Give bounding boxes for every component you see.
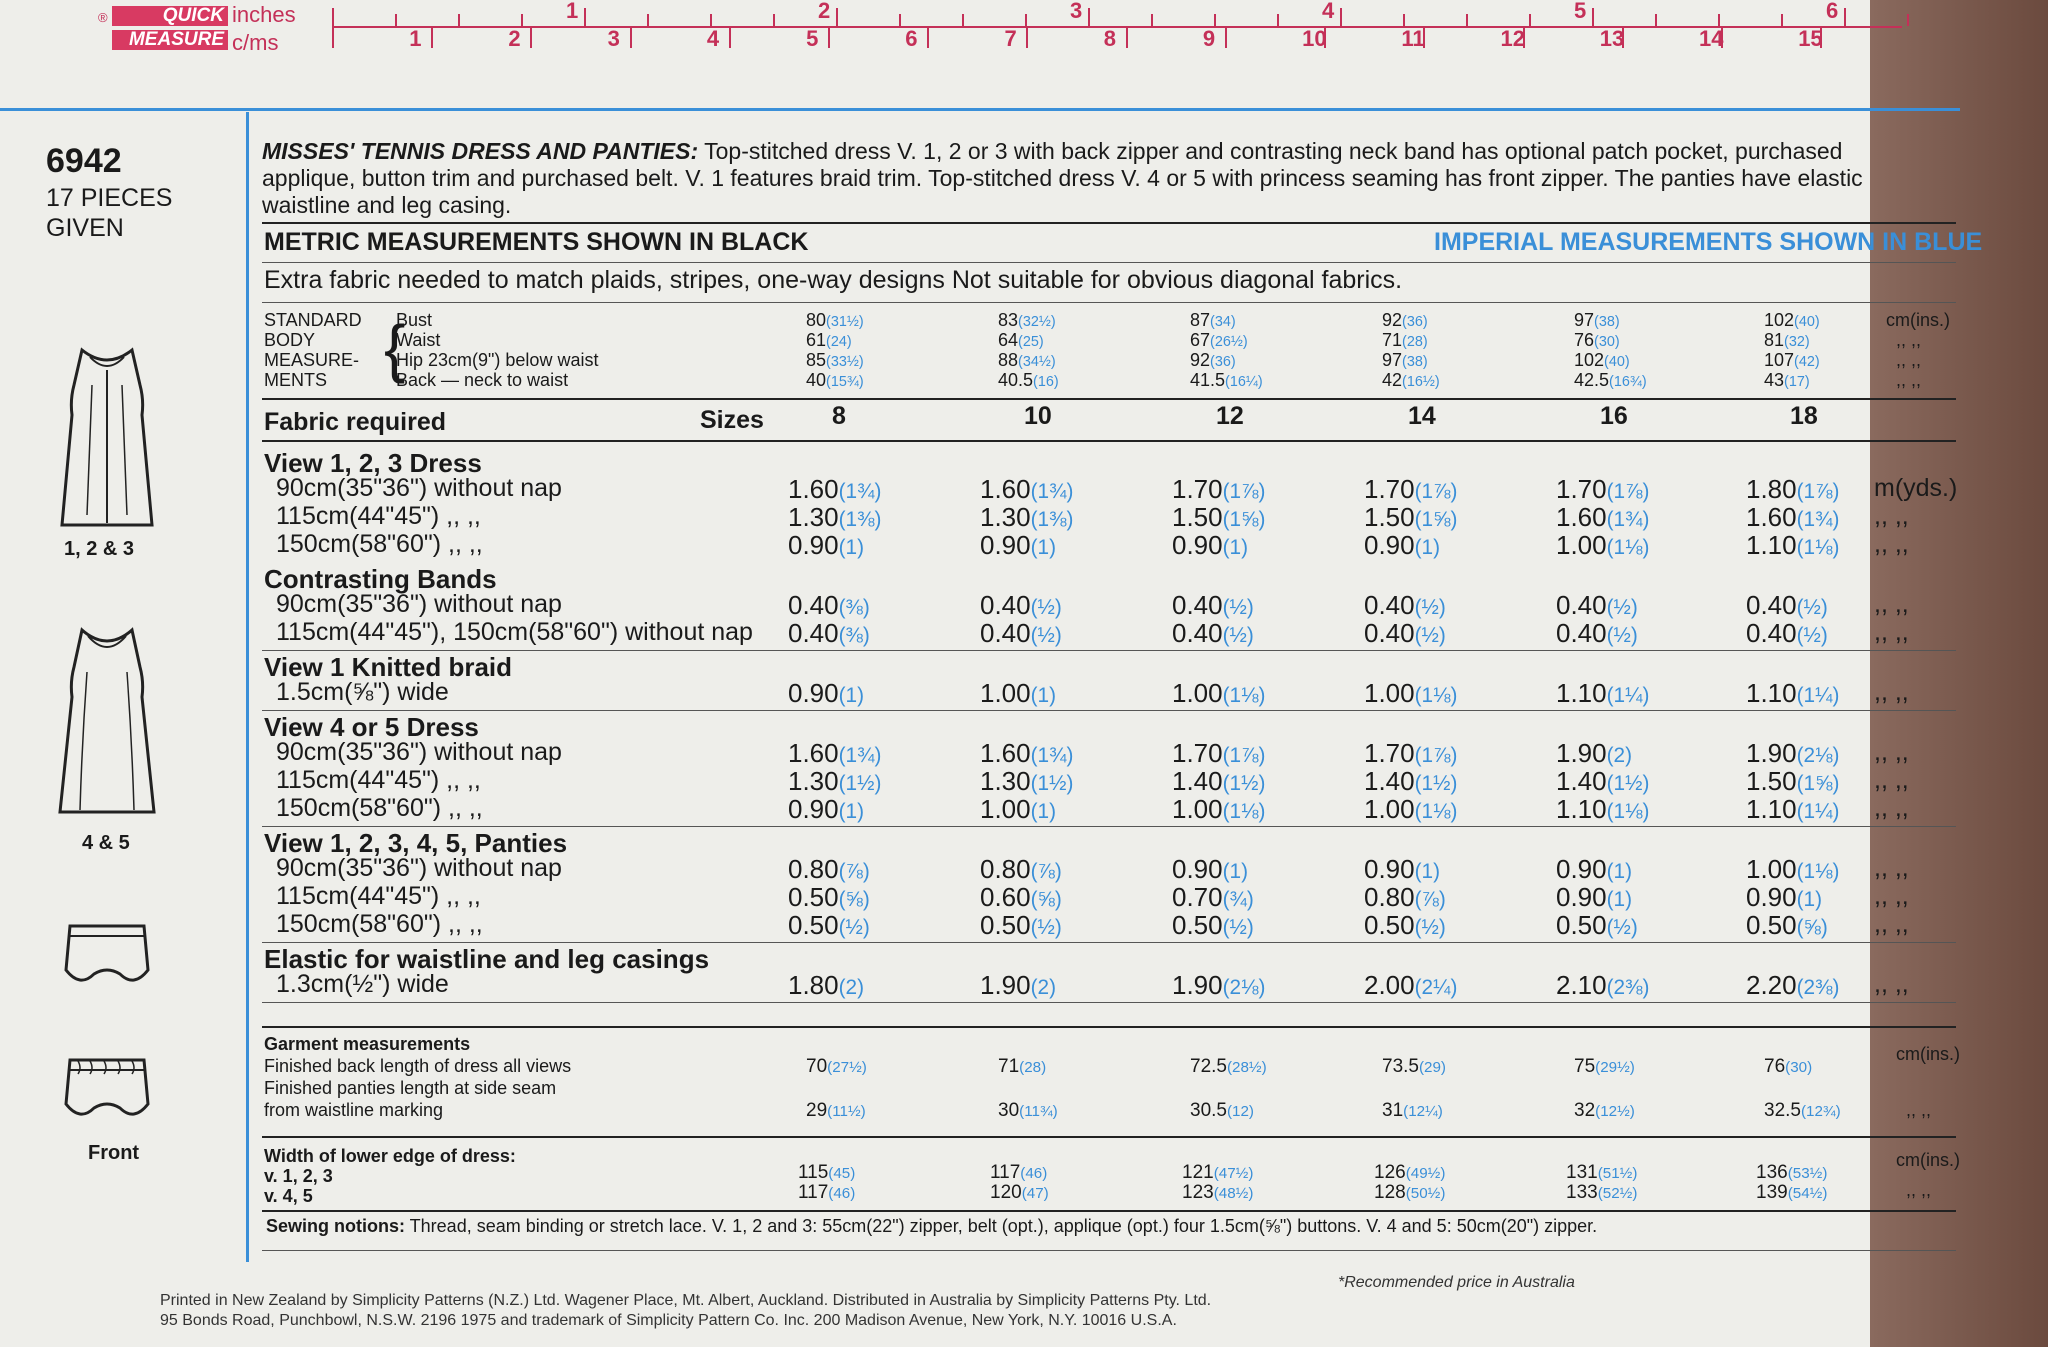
ruler-unit-cm: c/ms: [232, 30, 279, 55]
ruler-inch-tick: [1151, 14, 1153, 26]
fabric-value: 1.40(1½): [1172, 766, 1266, 796]
ruler-inch-label: 3: [1070, 0, 1083, 23]
fabric-row-label: 1.5cm(⅝") wide: [276, 678, 449, 706]
ruler-inch-label: 5: [1574, 0, 1587, 23]
fabric-value: 1.30(1⅜): [788, 502, 882, 532]
garment-value: 32(12½): [1574, 1100, 1635, 1121]
ruler-inch-tick: [1529, 14, 1531, 26]
garment-value: 72.5(28½): [1190, 1056, 1267, 1077]
fabric-value: 0.40(⅜): [788, 590, 870, 620]
fabric-value: 1.60(1¾): [788, 474, 882, 504]
extra-fabric-note: Extra fabric needed to match plaids, stripes, one-way designs Not suitable for obvious diagonal fabrics.: [264, 266, 1403, 294]
size-header: 18: [1790, 402, 1818, 430]
ruler-cm-label: 8: [1103, 26, 1116, 51]
fabric-value: 1.00(1): [980, 794, 1057, 824]
fabric-value: 0.90(1): [788, 530, 865, 560]
body-value: 85(33½): [806, 350, 864, 370]
view-label-45: 4 & 5: [82, 832, 130, 854]
ruler-cm-tick: [431, 28, 433, 48]
width-value: 133(52½): [1566, 1182, 1638, 1203]
fabric-value: 0.40(½): [1364, 618, 1446, 648]
description-text: Top-stitched dress V. 1, 2 or 3 with back zipper and contrasting neck band has optional patch pocket, purchased applique, button trim and purchased belt. V. 1 features braid trim. Top-stitched dress V. 4 or 5 with princess seaming has front zipper. The panties have elastic waistline and leg casing.: [262, 138, 1863, 218]
fabric-value: 0.90(1): [1364, 530, 1441, 560]
fabric-value: 0.70(¾): [1172, 882, 1254, 912]
fabric-value: 0.40(½): [980, 618, 1062, 648]
size-header: 10: [1024, 402, 1052, 430]
ruler-cm-tick: [1126, 28, 1128, 48]
fabric-value: 0.40(½): [980, 590, 1062, 620]
ruler-inch-label: 6: [1826, 0, 1839, 23]
body-value: 76(30): [1574, 330, 1620, 350]
fabric-section-title: View 4 or 5 Dress: [264, 712, 479, 742]
size-header: 8: [832, 402, 846, 430]
fabric-value: 1.80(2): [788, 970, 865, 1000]
ruler-cm-label: 2: [508, 26, 521, 51]
ruler-inch-tick: [773, 14, 775, 26]
ruler-inch-tick: [458, 14, 460, 26]
garment-ditto: ,, ,,: [1906, 1100, 1932, 1120]
ruler-inch-tick: [1655, 14, 1657, 26]
ruler-inch-tick: [1277, 14, 1279, 26]
garment-value: 71(28): [998, 1056, 1047, 1077]
fabric-value: 1.00(1⅛): [1364, 794, 1458, 824]
width-row-label: v. 1, 2, 3: [264, 1166, 333, 1186]
body-value: 43(17): [1764, 370, 1810, 390]
ruler-inch-tick: [1340, 8, 1342, 28]
body-value: 71(28): [1382, 330, 1428, 350]
fabric-value: 1.50(1⅝): [1746, 766, 1840, 796]
garment-unit: cm(ins.): [1896, 1044, 1960, 1064]
imprint-line-1: Printed in New Zealand by Simplicity Patterns (N.Z.) Ltd. Wagener Place, Mt. Albert, Auckland. Distributed in Australia by Simplicity Patterns Pty. Ltd.: [160, 1292, 1212, 1309]
ruler-cm-label: 1: [409, 26, 422, 51]
fabric-value: 0.80(⅞): [788, 854, 870, 884]
fabric-value: 0.90(1): [1556, 854, 1633, 884]
view-label-123: 1, 2 & 3: [64, 538, 135, 560]
ruler-inch-tick: [521, 14, 523, 26]
fabric-value: 0.90(1): [788, 794, 865, 824]
fabric-value: 1.30(1⅜): [980, 502, 1074, 532]
fabric-value: 0.90(1): [788, 678, 865, 708]
fabric-unit: ,, ,,: [1874, 502, 1909, 530]
body-value: 64(25): [998, 330, 1044, 350]
fabric-row-label: 115cm(44"45") ,, ,,: [276, 766, 481, 794]
rule-notions-bottom: [262, 1250, 1956, 1251]
ruler-cm-tick: [729, 28, 731, 48]
fabric-section-rule: [262, 650, 1956, 651]
body-row-label: Hip 23cm(9") below waist: [396, 350, 599, 370]
description-title: MISSES' TENNIS DRESS AND PANTIES:: [262, 138, 699, 164]
garment-row-label: Finished panties length at side seam: [264, 1078, 557, 1098]
imperial-header: IMPERIAL MEASUREMENTS SHOWN IN BLUE: [1434, 228, 1983, 256]
width-value: 121(47½): [1182, 1162, 1254, 1183]
size-header: 12: [1216, 402, 1244, 430]
fabric-value: 1.50(1⅝): [1172, 502, 1266, 532]
garment-value: 75(29½): [1574, 1056, 1635, 1077]
fabric-section-title: Elastic for waistline and leg casings: [264, 944, 710, 974]
fabric-value: 0.50(½): [1364, 910, 1446, 940]
width-value: 126(49½): [1374, 1162, 1446, 1183]
ruler-inch-tick: [584, 8, 586, 28]
body-value: 61(24): [806, 330, 852, 350]
body-value: 81(32): [1764, 330, 1810, 350]
fabric-value: 1.90(2⅛): [1172, 970, 1266, 1000]
imprint-line-2: 95 Bonds Road, Punchbowl, N.S.W. 2196 1975 and trademark of Simplicity Pattern Co. Inc. 200 Madison Avenue, New York, N.Y. 10016 U.S.A.: [160, 1312, 1177, 1329]
body-label: STANDARD: [264, 310, 362, 330]
ruler-cm-label: 4: [706, 26, 720, 51]
fabric-value: 1.70(1⅞): [1172, 738, 1266, 768]
width-title: Width of lower edge of dress:: [264, 1146, 516, 1166]
ruler-cm-tick: [530, 28, 532, 48]
ruler-inch-tick: [1718, 14, 1720, 26]
description-block: [262, 138, 1952, 219]
garment-row-label: Finished back length of dress all views: [264, 1056, 572, 1076]
left-column: [46, 142, 226, 241]
width-value: 115(45): [798, 1162, 856, 1183]
fabric-value: 0.50(½): [1556, 910, 1638, 940]
ruler-inch-tick: [1781, 14, 1783, 26]
fabric-value: 1.30(1½): [788, 766, 882, 796]
garment-value: 73.5(29): [1382, 1056, 1446, 1077]
body-value: 92(36): [1190, 350, 1236, 370]
fabric-value: 1.70(1⅞): [1364, 474, 1458, 504]
ruler-baseline: [332, 26, 1902, 28]
ruler-cm-label: 5: [806, 26, 819, 51]
body-row-label: Waist: [396, 330, 441, 350]
ruler-inch-tick: [332, 8, 334, 28]
fabric-row-label: 90cm(35"36") without nap: [276, 590, 562, 618]
fabric-row-label: 115cm(44"45") ,, ,,: [276, 502, 481, 530]
fabric-section-title: View 1, 2, 3, 4, 5, Panties: [264, 828, 568, 858]
dress-view-45-icon: [52, 622, 162, 822]
fabric-value: 0.40(⅜): [788, 618, 870, 648]
ruler-inch-tick: [647, 14, 649, 26]
fabric-value: 0.40(½): [1746, 590, 1828, 620]
width-row-label: v. 4, 5: [264, 1186, 313, 1206]
width-value: 120(47): [990, 1182, 1049, 1203]
fabric-row-label: 115cm(44"45") ,, ,,: [276, 882, 481, 910]
fabric-value: 0.40(½): [1556, 590, 1638, 620]
ruler-inch-label: 1: [566, 0, 579, 23]
sewing-notions: [266, 1216, 1597, 1237]
fabric-unit: ,, ,,: [1874, 618, 1909, 646]
ruler-inch-tick: [395, 14, 397, 26]
width-value: 139(54½): [1756, 1182, 1828, 1203]
body-value: 92(36): [1382, 310, 1428, 330]
body-value: 42.5(16¾): [1574, 370, 1647, 390]
garment-value: 30(11¾): [998, 1100, 1058, 1121]
ruler-inch-tick: [710, 14, 712, 26]
ruler-inch-tick: [1466, 14, 1468, 26]
ruler-inch-tick: [962, 14, 964, 26]
fabric-value: 0.90(1): [1556, 882, 1633, 912]
fabric-value: 1.00(1): [980, 678, 1057, 708]
fabric-unit: ,, ,,: [1874, 882, 1909, 910]
rule-notions-top: [262, 1210, 1956, 1212]
body-row-label: Back — neck to waist: [396, 370, 569, 390]
fabric-row-label: 150cm(58"60") ,, ,,: [276, 910, 483, 938]
ruler-inch-tick: [899, 14, 901, 26]
ruler-inch-tick: [1592, 8, 1594, 28]
width-rule-top: [262, 1136, 1956, 1138]
rule-2: [262, 262, 1956, 263]
ruler-cm-label: 9: [1202, 26, 1216, 51]
ruler-cm-label: 13: [1599, 26, 1625, 51]
ruler-cm-tick: [332, 28, 334, 48]
body-ditto: ,, ,,: [1896, 370, 1922, 390]
ruler-inch-tick: [1088, 8, 1090, 28]
rule-1: [262, 222, 1956, 224]
ruler-cm-tick: [630, 28, 632, 48]
body-value: 107(42): [1764, 350, 1820, 370]
fabric-value: 2.20(2⅜): [1746, 970, 1840, 1000]
fabric-value: 1.70(1⅞): [1364, 738, 1458, 768]
garment-value: 76(30): [1764, 1056, 1813, 1077]
panties-back-icon: [64, 918, 150, 992]
fabric-value: 1.70(1⅞): [1172, 474, 1266, 504]
metric-header: METRIC MEASUREMENTS SHOWN IN BLACK: [264, 228, 809, 256]
fabric-unit: ,, ,,: [1874, 738, 1909, 766]
fabric-unit: ,, ,,: [1874, 854, 1909, 882]
fabric-section-title: View 1 Knitted braid: [264, 652, 513, 682]
fabric-value: 1.90(2): [980, 970, 1057, 1000]
body-value: 102(40): [1574, 350, 1630, 370]
fabric-value: 1.00(1⅛): [1172, 678, 1266, 708]
width-ditto: ,, ,,: [1906, 1180, 1932, 1200]
fabric-row-label: 90cm(35"36") without nap: [276, 474, 562, 502]
fabric-row-label: 90cm(35"36") without nap: [276, 854, 562, 882]
fabric-value: 0.40(½): [1172, 590, 1254, 620]
ruler-cm-label: 7: [1004, 26, 1017, 51]
fabric-section-title: Contrasting Bands: [264, 564, 497, 594]
ruler-inch-tick: [1403, 14, 1405, 26]
fabric-unit: ,, ,,: [1874, 794, 1909, 822]
price-note: *Recommended price in Australia: [1338, 1274, 1575, 1291]
fabric-value: 0.50(½): [1172, 910, 1254, 940]
garment-title: Garment measurements: [264, 1034, 471, 1054]
body-value: 41.5(16¼): [1190, 370, 1263, 390]
fabric-value: 1.00(1⅛): [1746, 854, 1840, 884]
fabric-value: 1.10(1⅛): [1556, 794, 1650, 824]
fabric-value: 1.10(1¼): [1746, 794, 1840, 824]
fabric-value: 1.10(1⅛): [1746, 530, 1840, 560]
quick-measure-ruler: [100, 0, 1860, 56]
fabric-value: 1.90(2⅛): [1746, 738, 1840, 768]
description: [262, 138, 1942, 219]
fabric-unit: ,, ,,: [1874, 970, 1909, 998]
fabric-value: 1.00(1⅛): [1172, 794, 1266, 824]
fabric-unit: m(yds.): [1874, 474, 1958, 502]
fabric-value: 1.00(1⅛): [1364, 678, 1458, 708]
registered-mark: ®: [98, 10, 108, 25]
sizes-label: Sizes: [700, 406, 764, 434]
body-label: MEASURE-: [264, 350, 360, 370]
frame-left-line: [246, 112, 249, 1262]
fabric-section-rule: [262, 1002, 1956, 1003]
fabric-value: 1.60(1¾): [980, 738, 1074, 768]
garment-rule-top: [262, 1026, 1956, 1028]
fabric-unit: ,, ,,: [1874, 678, 1909, 706]
fabric-value: 1.70(1⅞): [1556, 474, 1650, 504]
dress-view-123-icon: [52, 345, 162, 535]
fabric-value: 1.90(2): [1556, 738, 1633, 768]
size-header: 16: [1600, 402, 1628, 430]
fabric-value: 1.30(1½): [980, 766, 1074, 796]
fabric-value: 2.00(2¼): [1364, 970, 1458, 1000]
ruler-cm-tick: [927, 28, 929, 48]
fabric-section-rule: [262, 826, 1956, 827]
rule-4: [262, 398, 1956, 400]
size-header: 14: [1408, 402, 1436, 430]
body-brace: {: [384, 312, 406, 384]
fabric-value: 0.90(1): [1172, 530, 1249, 560]
body-value: 42(16½): [1382, 370, 1440, 390]
fabric-value: 0.50(½): [980, 910, 1062, 940]
fabric-value: 1.60(1¾): [980, 474, 1074, 504]
rule-5: [262, 440, 1956, 442]
width-value: 117(46): [798, 1182, 856, 1203]
body-value: 97(38): [1574, 310, 1620, 330]
width-value: 128(50½): [1374, 1182, 1446, 1203]
fabric-value: 1.10(1¼): [1556, 678, 1650, 708]
ruler-inch-tick: [1214, 14, 1216, 26]
ruler-cm-label: 15: [1798, 26, 1823, 51]
fabric-value: 0.50(⅝): [788, 882, 870, 912]
body-value: 102(40): [1764, 310, 1820, 330]
fabric-value: 0.90(1): [1364, 854, 1441, 884]
ruler-cm-label: 12: [1500, 26, 1526, 51]
body-unit: cm(ins.): [1886, 310, 1950, 330]
body-value: 97(38): [1382, 350, 1428, 370]
fabric-value: 0.40(½): [1364, 590, 1446, 620]
ruler-cm-tick: [828, 28, 830, 48]
panties-front-icon: [64, 1052, 150, 1126]
fabric-unit: ,, ,,: [1874, 590, 1909, 618]
fabric-value: 0.40(½): [1556, 618, 1638, 648]
fabric-section-rule: [262, 710, 1956, 711]
fabric-row-label: 90cm(35"36") without nap: [276, 738, 562, 766]
fabric-value: 1.60(1¾): [788, 738, 882, 768]
body-ditto: ,, ,,: [1896, 350, 1922, 370]
body-value: 67(26½): [1190, 330, 1248, 350]
fabric-row-label: 115cm(44"45"), 150cm(58"60") without nap: [276, 618, 753, 646]
ruler-badge-quick: QUICK: [112, 6, 228, 26]
width-value: 131(51½): [1566, 1162, 1638, 1183]
fabric-required-label: Fabric required: [264, 408, 446, 436]
body-value: 40(15¾): [806, 370, 864, 390]
fabric-section-rule: [262, 942, 1956, 943]
body-label: BODY: [264, 330, 316, 350]
fabric-value: 1.60(1¾): [1556, 502, 1650, 532]
fabric-unit: ,, ,,: [1874, 766, 1909, 794]
width-unit: cm(ins.): [1896, 1150, 1960, 1170]
ruler-cm-label: 11: [1401, 26, 1425, 51]
garment-value: 29(11½): [806, 1100, 866, 1121]
fabric-section-title: View 1, 2, 3 Dress: [264, 448, 482, 478]
ruler-inch-tick: [836, 8, 838, 28]
width-value: 136(53½): [1756, 1162, 1828, 1183]
view-label-front: Front: [88, 1142, 140, 1164]
fabric-value: 0.80(⅞): [980, 854, 1062, 884]
ruler-unit-inches: inches: [232, 2, 296, 27]
fabric-value: 1.60(1¾): [1746, 502, 1840, 532]
ruler-cm-label: 6: [905, 26, 918, 51]
garment-value: 32.5(12¾): [1764, 1100, 1841, 1121]
frame-top-line: [0, 108, 1960, 111]
fabric-value: 1.80(1⅞): [1746, 474, 1840, 504]
width-value: 123(48½): [1182, 1182, 1254, 1203]
fabric-unit: ,, ,,: [1874, 530, 1909, 558]
fabric-value: 0.50(⅝): [1746, 910, 1828, 940]
notions-title: Sewing notions:: [266, 1216, 405, 1236]
fabric-row-label: 150cm(58"60") ,, ,,: [276, 530, 483, 558]
body-row-label: Bust: [396, 310, 433, 330]
pieces-line-2: GIVEN: [46, 214, 124, 242]
rule-3: [262, 302, 1956, 303]
garment-row-label: from waistline marking: [264, 1100, 444, 1120]
garment-value: 70(27½): [806, 1056, 867, 1077]
ruler-inch-label: 4: [1322, 0, 1335, 23]
fabric-value: 0.90(1): [1746, 882, 1823, 912]
body-label: MENTS: [264, 370, 327, 390]
fabric-value: 1.10(1¼): [1746, 678, 1840, 708]
ruler-inch-tick: [1907, 14, 1909, 26]
body-value: 40.5(16): [998, 370, 1059, 390]
notions-text: Thread, seam binding or stretch lace. V. 1, 2 and 3: 55cm(22") zipper, belt (opt.), applique (opt.) four 1.5cm(⅝") buttons. V. 4 and 5: 50cm(20") zipper.: [405, 1216, 1598, 1236]
ruler-cm-label: 14: [1698, 26, 1724, 51]
fabric-value: 0.90(1): [980, 530, 1057, 560]
fabric-row-label: 1.3cm(½") wide: [276, 970, 449, 998]
fabric-row-label: 150cm(58"60") ,, ,,: [276, 794, 483, 822]
ruler-cm-tick: [1225, 28, 1227, 48]
body-value: 87(34): [1190, 310, 1236, 330]
fabric-value: 0.60(⅝): [980, 882, 1062, 912]
fabric-value: 0.40(½): [1172, 618, 1254, 648]
fabric-value: 0.80(⅞): [1364, 882, 1446, 912]
fabric-value: 2.10(2⅜): [1556, 970, 1650, 1000]
ruler-cm-label: 3: [607, 26, 620, 51]
fabric-value: 0.40(½): [1746, 618, 1828, 648]
body-value: 83(32½): [998, 310, 1056, 330]
body-value: 88(34½): [998, 350, 1056, 370]
fabric-value: 1.40(1½): [1556, 766, 1650, 796]
garment-value: 31(12¼): [1382, 1100, 1443, 1121]
fabric-value: 0.90(1): [1172, 854, 1249, 884]
fabric-value: 1.00(1⅛): [1556, 530, 1650, 560]
ruler-inch-tick: [1844, 8, 1846, 28]
fabric-value: 0.50(½): [788, 910, 870, 940]
fabric-value: 1.50(1⅝): [1364, 502, 1458, 532]
ruler-cm-tick: [1026, 28, 1028, 48]
garment-value: 30.5(12): [1190, 1100, 1254, 1121]
pieces-line-1: 17 PIECES: [46, 184, 173, 212]
pattern-number: 6942: [46, 142, 122, 180]
ruler-inch-label: 2: [818, 0, 831, 23]
width-value: 117(46): [990, 1162, 1048, 1183]
body-value: 80(31½): [806, 310, 864, 330]
fabric-unit: ,, ,,: [1874, 910, 1909, 938]
ruler-inch-tick: [1025, 14, 1027, 26]
ruler-cm-label: 10: [1302, 26, 1327, 51]
fabric-value: 1.40(1½): [1364, 766, 1458, 796]
ruler-badge-measure: MEASURE: [112, 30, 228, 50]
body-ditto: ,, ,,: [1896, 330, 1922, 350]
